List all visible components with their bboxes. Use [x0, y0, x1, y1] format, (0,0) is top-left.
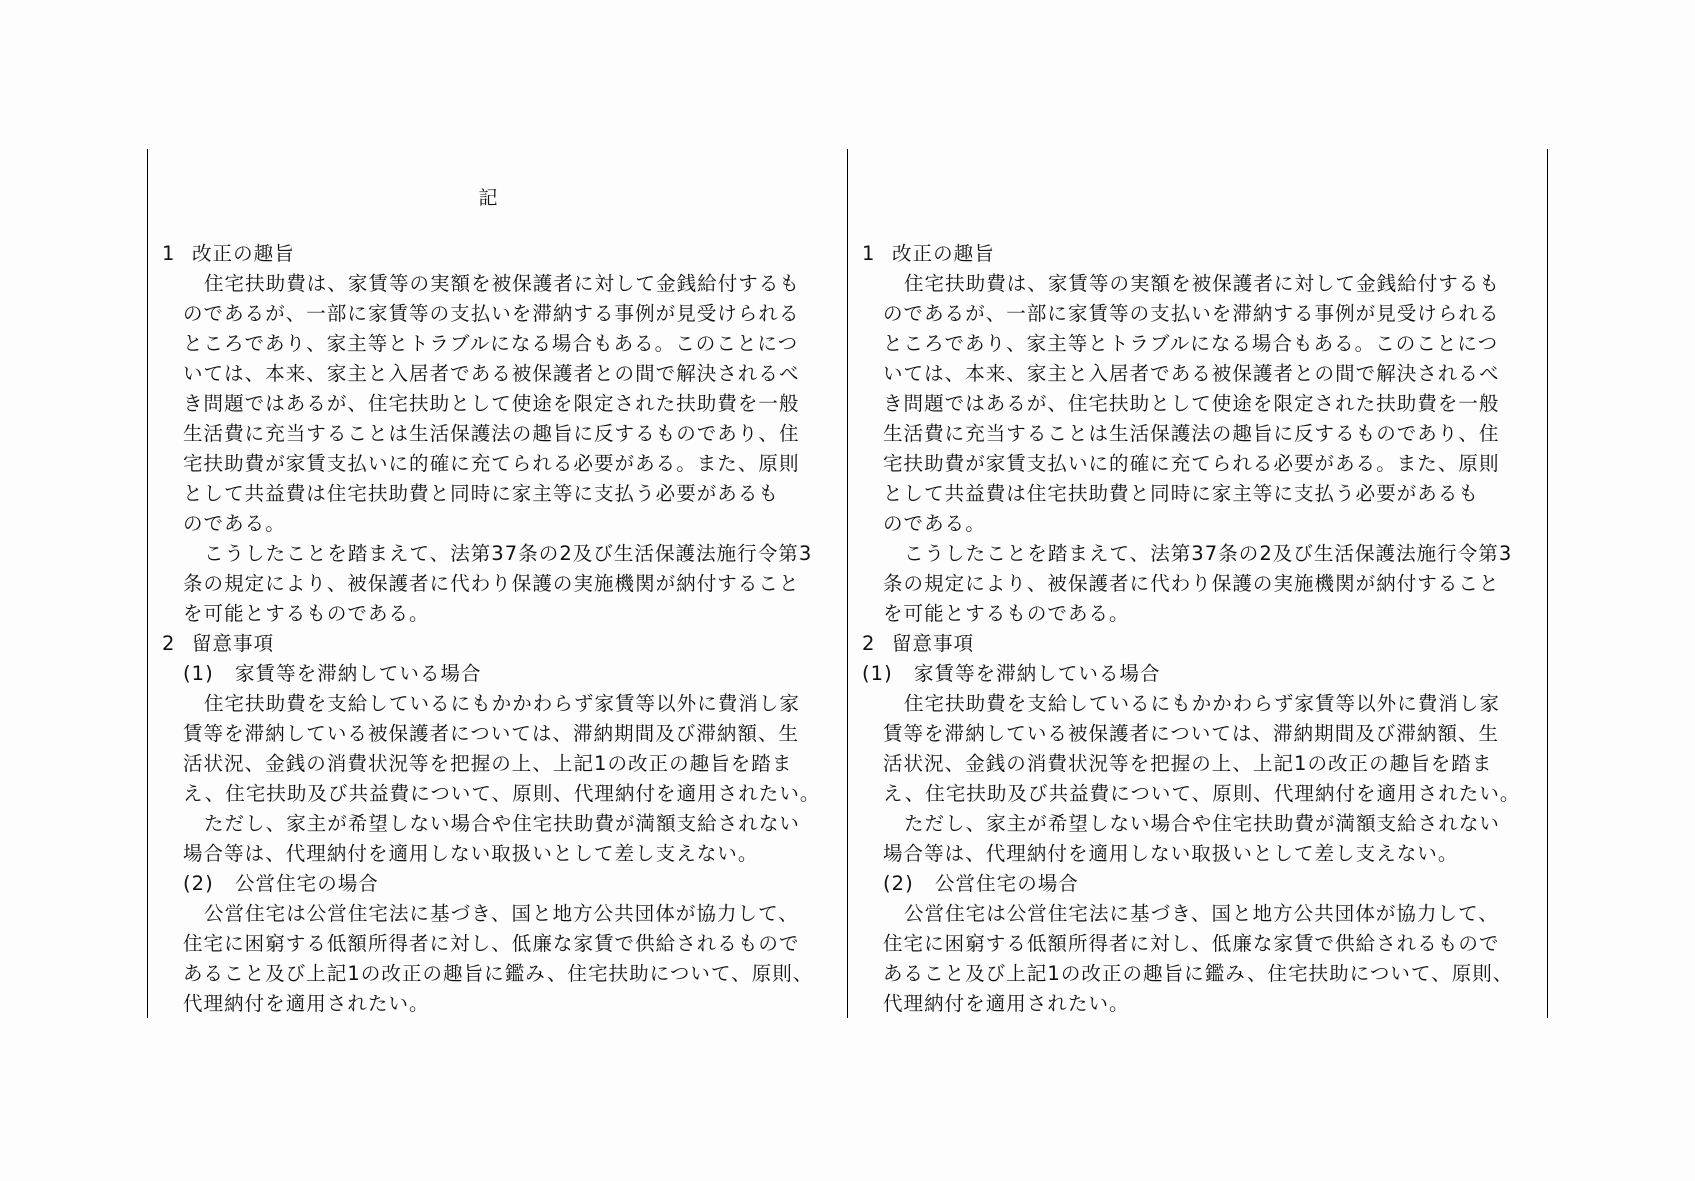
subsection-title: 公営住宅の場合: [235, 872, 379, 895]
paragraph-line: 活状況、金銭の消費状況等を把握の上、上記1の改正の趣旨を踏ま: [183, 752, 793, 775]
column-body: [862, 239, 1522, 1019]
paragraph-line: 賃等を滞納している被保護者については、滞納期間及び滞納額、生: [183, 722, 800, 745]
paragraph-line: 条の規定により、被保護者に代わり保護の実施機関が納付すること: [883, 572, 1500, 595]
paragraph-line: ただし、家主が希望しない場合や住宅扶助費が満額支給されない: [204, 812, 800, 835]
right-column: [848, 149, 1528, 1018]
paragraph-line: 場合等は、代理納付を適用しない取扱いとして差し支えない。: [183, 842, 759, 865]
paragraph-line: あること及び上記1の改正の趣旨に鑑み、住宅扶助について、原則、: [883, 962, 1514, 985]
section-title: 留意事項: [892, 632, 975, 655]
paragraph-line: 住宅に困窮する低額所得者に対し、低廉な家賃で供給されるもので: [883, 932, 1500, 955]
paragraph-line: のである。: [183, 512, 286, 535]
section-title: 改正の趣旨: [892, 242, 995, 265]
subsection-title: 公営住宅の場合: [935, 872, 1079, 895]
paragraph-line: ただし、家主が希望しない場合や住宅扶助費が満額支給されない: [904, 812, 1500, 835]
paragraph-line: 宅扶助費が家賃支払いに的確に充てられる必要がある。また、原則: [883, 452, 1500, 475]
paragraph-line: 代理納付を適用されたい。: [183, 992, 430, 1015]
subsection-heading: [162, 659, 822, 689]
paragraph-line: こうしたことを踏まえて、法第37条の2及び生活保護法施行令第3: [904, 542, 1513, 565]
subsection-number: (2): [183, 872, 214, 895]
paragraph-line: え、住宅扶助及び共益費について、原則、代理納付を適用されたい。: [183, 782, 821, 805]
paragraph-line: 賃等を滞納している被保護者については、滞納期間及び滞納額、生: [883, 722, 1500, 745]
section-heading: [162, 629, 822, 659]
subsection-heading: [862, 659, 1522, 689]
paragraph-line: 代理納付を適用されたい。: [883, 992, 1130, 1015]
paragraph-line: を可能とするものである。: [883, 602, 1130, 625]
subsection-number: (2): [883, 872, 914, 895]
paragraph-line: き問題ではあるが、住宅扶助として使途を限定された扶助費を一般: [183, 392, 800, 415]
paragraph-line: 住宅に困窮する低額所得者に対し、低廉な家賃で供給されるもので: [183, 932, 800, 955]
paragraph-line: 活状況、金銭の消費状況等を把握の上、上記1の改正の趣旨を踏ま: [883, 752, 1493, 775]
section-heading: [162, 239, 822, 269]
paragraph-line: 住宅扶助費を支給しているにもかかわらず家賃等以外に費消し家: [204, 692, 800, 715]
paragraph-line: あること及び上記1の改正の趣旨に鑑み、住宅扶助について、原則、: [183, 962, 814, 985]
paragraph-line: ところであり、家主等とトラブルになる場合もある。このことにつ: [183, 332, 799, 355]
paragraph-line: え、住宅扶助及び共益費について、原則、代理納付を適用されたい。: [883, 782, 1521, 805]
paragraph-line: 公営住宅は公営住宅法に基づき、国と地方公共団体が協力して、: [204, 902, 799, 925]
paragraph-line: いては、本来、家主と入居者である被保護者との間で解決されるべ: [183, 362, 800, 385]
subsection-heading: [162, 869, 822, 899]
subsection-number: (1): [862, 662, 893, 685]
paragraph-line: いては、本来、家主と入居者である被保護者との間で解決されるべ: [883, 362, 1500, 385]
paragraph-line: 住宅扶助費は、家賃等の実額を被保護者に対して金銭給付するも: [904, 272, 1500, 295]
right-border-line: [1547, 149, 1548, 1018]
subsection-title: 家賃等を滞納している場合: [914, 662, 1161, 685]
subsection-heading: [862, 869, 1522, 899]
paragraph-line: として共益費は住宅扶助費と同時に家主等に支払う必要があるも: [183, 482, 779, 505]
paragraph-line: 住宅扶助費を支給しているにもかかわらず家賃等以外に費消し家: [904, 692, 1500, 715]
section-number: 2: [162, 632, 176, 655]
section-title: 改正の趣旨: [192, 242, 295, 265]
paragraph-line: 生活費に充当することは生活保護法の趣旨に反するものであり、住: [183, 422, 800, 445]
section-title: 留意事項: [192, 632, 275, 655]
section-number: 1: [162, 242, 176, 265]
paragraph-line: 生活費に充当することは生活保護法の趣旨に反するものであり、住: [883, 422, 1500, 445]
section-number: 2: [862, 632, 876, 655]
paragraph-line: のであるが、一部に家賃等の支払いを滞納する事例が見受けられる: [883, 302, 1500, 325]
paragraph-line: を可能とするものである。: [183, 602, 430, 625]
column-body: [162, 239, 822, 1019]
title-mark: 記: [478, 187, 498, 209]
paragraph-line: として共益費は住宅扶助費と同時に家主等に支払う必要があるも: [883, 482, 1479, 505]
subsection-number: (1): [183, 662, 214, 685]
paragraph-line: 宅扶助費が家賃支払いに的確に充てられる必要がある。また、原則: [183, 452, 800, 475]
section-heading: [862, 239, 1522, 269]
section-heading: [862, 629, 1522, 659]
paragraph-line: 公営住宅は公営住宅法に基づき、国と地方公共団体が協力して、: [904, 902, 1499, 925]
paragraph-line: ところであり、家主等とトラブルになる場合もある。このことにつ: [883, 332, 1499, 355]
section-number: 1: [862, 242, 876, 265]
paragraph-line: のであるが、一部に家賃等の支払いを滞納する事例が見受けられる: [183, 302, 800, 325]
paragraph-line: 条の規定により、被保護者に代わり保護の実施機関が納付すること: [183, 572, 800, 595]
paragraph-line: のである。: [883, 512, 986, 535]
subsection-title: 家賃等を滞納している場合: [235, 662, 482, 685]
paragraph-line: 住宅扶助費は、家賃等の実額を被保護者に対して金銭給付するも: [204, 272, 800, 295]
paragraph-line: き問題ではあるが、住宅扶助として使途を限定された扶助費を一般: [883, 392, 1500, 415]
left-column: [148, 149, 828, 1018]
paragraph-line: こうしたことを踏まえて、法第37条の2及び生活保護法施行令第3: [204, 542, 813, 565]
paragraph-line: 場合等は、代理納付を適用しない取扱いとして差し支えない。: [883, 842, 1459, 865]
